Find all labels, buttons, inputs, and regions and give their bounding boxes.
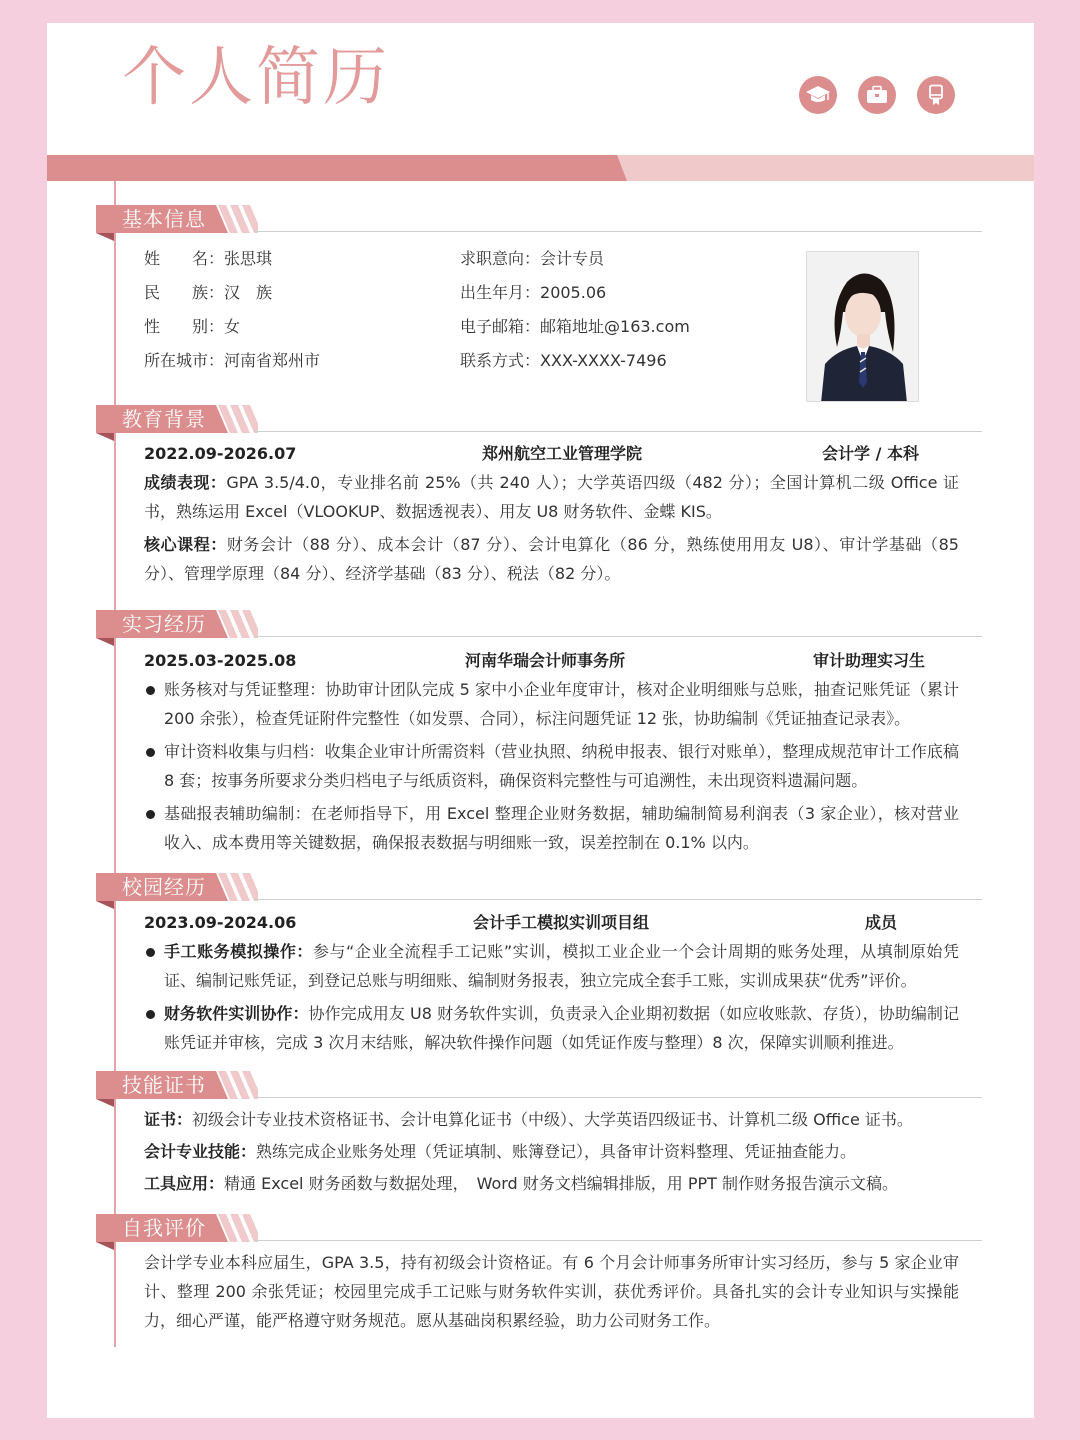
intern-company: 河南华瑞会计师事务所 [465,651,626,670]
email-value: 邮箱地址@163.com [540,317,690,336]
section-fold [96,433,114,441]
section-title: 教育背景 [122,407,206,431]
section-title: 技能证书 [122,1073,206,1097]
gender-label: 性 别： [144,317,225,336]
ethnicity-value: 汉 族 [224,283,273,302]
phone-row [460,349,667,373]
section-fold [96,901,114,909]
campus-item-text: 协作完成用友 U8 财务软件实训，负责录入企业期初数据（如应收账款、存货），协助编制记账凭证并审核，完成 3 次月末结账，解决软件操作问题（如凭证作废与整理）8 次，保障实训顺利推进。 [164,1004,959,1052]
city-row [144,349,320,373]
name-label: 姓 名： [144,249,225,268]
timeline-line [114,181,116,1347]
phone-value: XXX-XXXX-7496 [540,351,667,370]
bullet-dot [146,810,155,819]
edu-school: 郑州航空工业管理学院 [482,444,643,463]
tool-label: 工具应用： [144,1174,225,1193]
campus-item [144,937,959,995]
section-rule [254,1240,982,1241]
briefcase-icon [858,76,896,114]
page-title: 个人简历 [122,41,390,115]
city-label: 所在城市： [144,351,225,370]
city-value: 河南省郑州市 [224,351,321,370]
email-row [460,315,690,339]
graduation-cap-icon [799,76,837,114]
section-fold [96,233,114,241]
campus-item-label: 财务软件实训协作： [164,1004,309,1023]
ethnicity-label: 民 族： [144,283,225,302]
campus-item-text: 参与“企业全流程手工记账”实训，模拟工业企业一个会计周期的账务处理，从填制原始凭证、编制记账凭证，到登记总账与明细账、编制财务报表，独立完成全套手工账，实训成果获“优秀”评价。 [164,942,959,990]
gender-row [144,315,240,339]
award-badge-icon [917,76,955,114]
profile-photo [806,251,919,402]
intent-row [460,247,604,271]
birth-value: 2005.06 [540,283,607,302]
self-evaluation-text: 会计学专业本科应届生，GPA 3.5，持有初级会计资格证。有 6 个月会计师事务所审计实习经历，参与 5 家企业审计、整理 200 余张凭证；校园里完成手工记账与财务软件实训，获优秀评价。具备扎实的会计专业知识与实操能力，细心严谨，能严格遵守财务规范。愿从基础岗积累经验，助力公司财务工作。 [144,1253,959,1330]
section-fold [96,638,114,646]
header-band [47,155,1034,181]
intern-item [144,737,959,795]
section-title: 自我评价 [122,1216,206,1240]
name-row [144,247,272,271]
cert-label: 证书： [144,1110,193,1129]
portrait-illustration [807,252,919,402]
bullet-dot [146,686,155,695]
bullet-dot [146,1010,155,1019]
phone-label: 联系方式： [460,351,541,370]
pro-text: 熟练完成企业账务处理（凭证填制、账簿登记），具备审计资料整理、凭证抽查能力。 [256,1142,857,1161]
intern-item-text: 账务核对与凭证整理：协助审计团队完成 5 家中小企业年度审计，核对企业明细账与总账，抽查记账凭证（累计 200 余张），检查凭证附件完整性（如发票、合同），标注问题凭证 12 张，协助编制《凭证抽查记录表》。 [164,680,959,728]
section-title: 基本信息 [122,207,206,231]
section-rule [254,636,982,637]
section-fold [96,1242,114,1250]
ethnicity-row [144,281,272,305]
section-rule [254,1097,982,1098]
intern-item-text: 基础报表辅助编制：在老师指导下，用 Excel 整理企业财务数据，辅助编制简易利润表（3 家企业），核对营业收入、成本费用等关键数据，确保报表数据与明细账一致，误差控制在 0.1% 以内。 [164,804,959,852]
section-rule [254,231,982,232]
campus-period: 2023.09-2024.06 [144,913,297,932]
intent-value: 会计专员 [540,249,605,268]
intern-item [144,675,959,733]
campus-org: 会计手工模拟实训项目组 [473,913,650,932]
edu-period: 2022.09-2026.07 [144,444,297,463]
intern-role: 审计助理实习生 [813,651,926,670]
name-value: 张思琪 [224,249,273,268]
campus-item-label: 手工账务模拟操作： [164,942,313,961]
edu-courses [144,530,959,588]
birth-row [460,281,606,305]
intern-period: 2025.03-2025.08 [144,651,297,670]
section-rule [254,899,982,900]
courses-text: 财务会计（88 分）、成本会计（87 分）、会计电算化（86 分，熟练使用用友 U8）、审计学基础（85 分）、管理学原理（84 分）、经济学基础（83 分）、税法（82 分）。 [144,535,959,583]
skills-cert [144,1105,959,1134]
intern-item-text: 审计资料收集与归档：收集企业审计所需资料（营业执照、纳税申报表、银行对账单），整理成规范审计工作底稿 8 套；按事务所要求分类归档电子与纸质资料，确保资料完整性与可追溯性，未出现资料遗漏问题。 [164,742,959,790]
skills-tool [144,1169,959,1198]
section-title: 实习经历 [122,612,206,636]
bullet-dot [146,748,155,757]
grades-text: GPA 3.5/4.0，专业排名前 25%（共 240 人）；大学英语四级（482 分）；全国计算机二级 Office 证书，熟练运用 Excel（VLOOKUP、数据透视表）、用友 U8 财务软件、金蝶 KIS。 [144,473,959,521]
campus-item [144,999,959,1057]
cert-text: 初级会计专业技术资格证书、会计电算化证书（中级）、大学英语四级证书、计算机二级 Office 证书。 [192,1110,913,1129]
bullet-dot [146,948,155,957]
gender-value: 女 [224,317,241,336]
section-title: 校园经历 [122,875,206,899]
skills-pro [144,1137,959,1166]
section-header-internship [96,610,982,654]
edu-grades [144,468,959,526]
tool-text: 精通 Excel 财务函数与数据处理， Word 财务文档编辑排版，用 PPT 制作财务报告演示文稿。 [224,1174,899,1193]
section-header-basic [96,205,982,249]
courses-label: 核心课程： [144,535,227,554]
pro-label: 会计专业技能： [144,1142,257,1161]
intent-label: 求职意向： [460,249,541,268]
section-rule [254,431,982,432]
section-fold [96,1099,114,1107]
grades-label: 成绩表现： [144,473,227,492]
edu-major: 会计学 / 本科 [822,444,919,463]
birth-label: 出生年月： [460,283,541,302]
campus-role: 成员 [865,913,898,932]
email-label: 电子邮箱： [460,317,541,336]
intern-item [144,799,959,857]
